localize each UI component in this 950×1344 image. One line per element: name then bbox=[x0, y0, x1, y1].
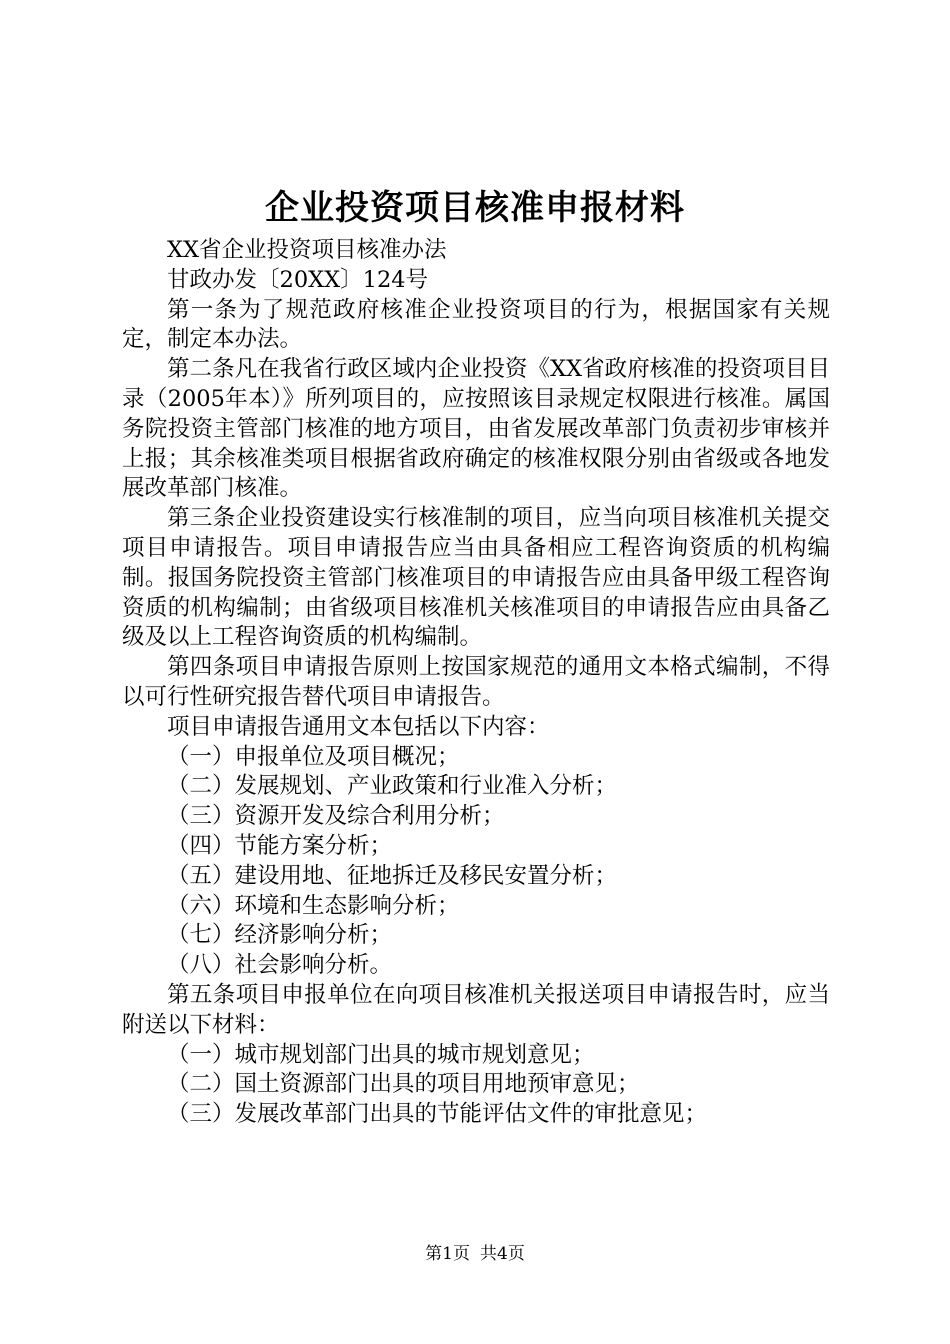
document-paragraph: 第一条为了规范政府核准企业投资项目的行为，根据国家有关规定，制定本办法。 bbox=[122, 296, 830, 353]
document-body bbox=[122, 236, 830, 1130]
document-paragraph: 第二条凡在我省行政区域内企业投资《XX省政府核准的投资项目目录（2005年本）》所列项目的，应按照该目录规定权限进行核准。属国务院投资主管部门核准的地方项目，由省发展改革部门负责初步审核并上报；其余核准类项目根据省政府确定的核准权限分别由省级或各地发展改革部门核准。 bbox=[122, 356, 830, 502]
list-item: （二）发展规划、产业政策和行业准入分析； bbox=[167, 773, 618, 800]
page-number: 第1页 bbox=[425, 1244, 470, 1264]
document-paragraph: 项目申请报告通用文本包括以下内容： bbox=[167, 713, 550, 740]
document-paragraph: 第五条项目申报单位在向项目核准机关报送项目申请报告时，应当附送以下材料： bbox=[122, 981, 830, 1038]
list-item: （八）社会影响分析。 bbox=[167, 952, 393, 979]
document-paragraph: 第四条项目申请报告原则上按国家规范的通用文本格式编制，不得以可行性研究报告替代项目申请报告。 bbox=[122, 654, 830, 710]
list-item: （二）国土资源部门出具的项目用地预审意见； bbox=[167, 1071, 640, 1098]
list-item: （四）节能方案分析； bbox=[167, 832, 393, 859]
list-item: （一）申报单位及项目概况； bbox=[167, 743, 460, 770]
document-paragraph: 甘政办发〔20XX〕124号 bbox=[167, 266, 429, 293]
document-title: 企业投资项目核准申报材料 bbox=[265, 188, 685, 228]
list-item: （六）环境和生态影响分析； bbox=[167, 892, 460, 919]
list-item: （七）经济影响分析； bbox=[167, 922, 393, 949]
list-item: （三）发展改革部门出具的节能评估文件的审批意见； bbox=[167, 1101, 708, 1128]
list-item: （五）建设用地、征地拆迁及移民安置分析； bbox=[167, 862, 618, 889]
page-footer bbox=[0, 1242, 950, 1266]
list-item: （三）资源开发及综合利用分析； bbox=[167, 803, 505, 830]
page-total: 共4页 bbox=[480, 1244, 525, 1264]
document-paragraph: 第三条企业投资建设实行核准制的项目，应当向项目核准机关提交项目申请报告。项目申请报告应当由具备相应工程咨询资质的机构编制。报国务院投资主管部门核准项目的申请报告应由具备甲级工程咨询资质的机构编制；由省级项目核准机关核准项目的申请报告应由具备乙级及以上工程咨询资质的机构编制。 bbox=[122, 505, 830, 651]
list-item: （一）城市规划部门出具的城市规划意见； bbox=[167, 1041, 595, 1068]
document-paragraph: XX省企业投资项目核准办法 bbox=[167, 237, 447, 263]
